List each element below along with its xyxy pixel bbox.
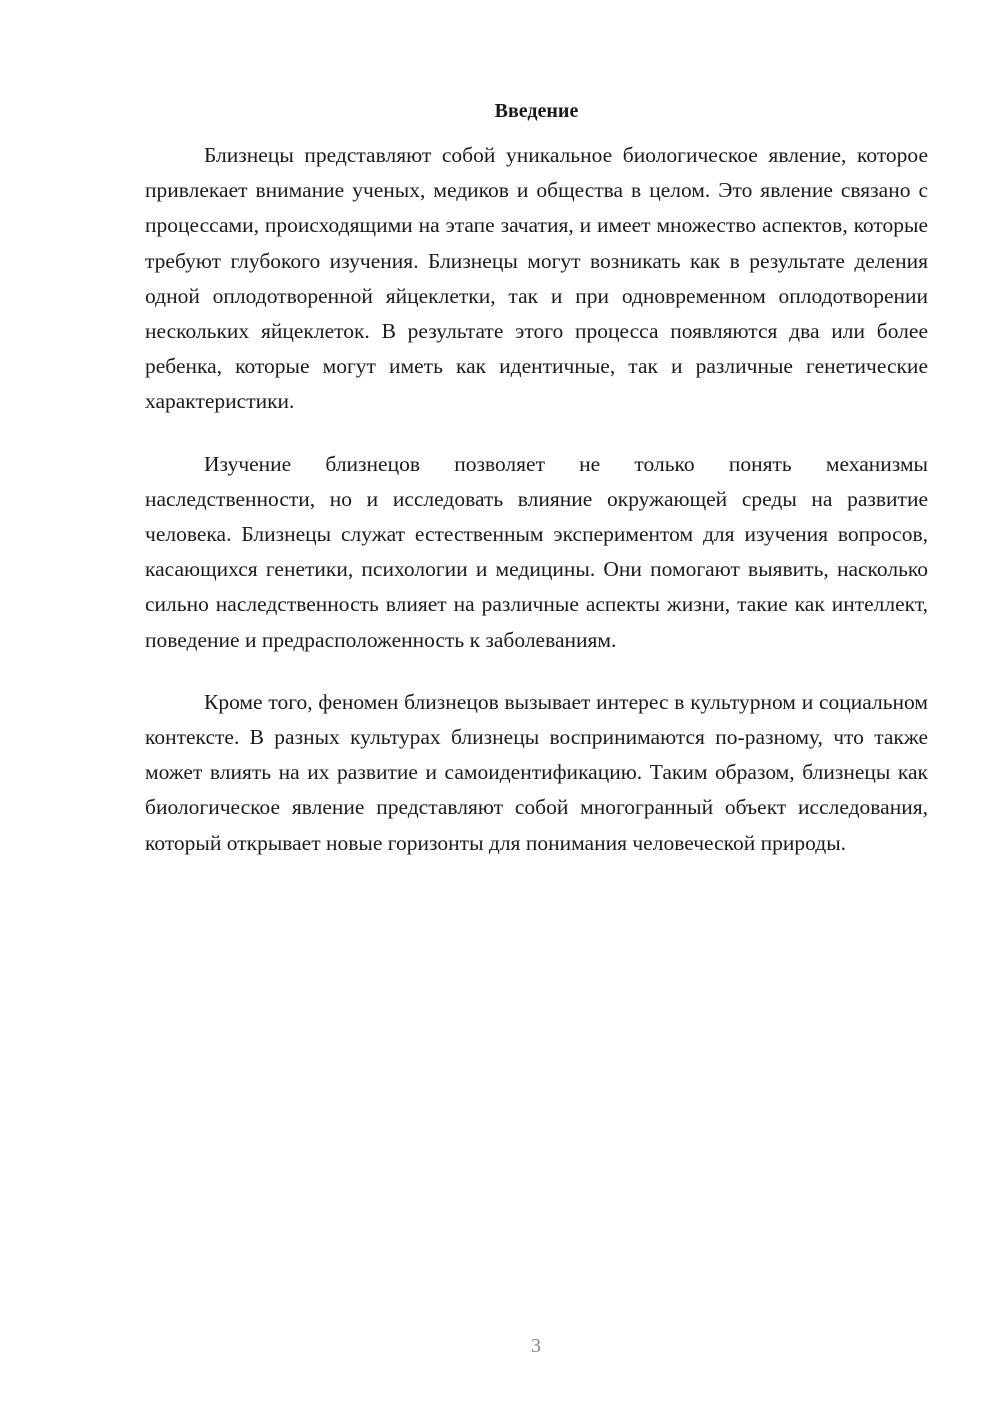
paragraph-1: Близнецы представляют собой уникальное биологическое явление, которое привлекает внимание ученых, медиков и общества в целом. Это явление связано с процессами, происходящими на этапе зачатия, и имеет множество аспектов, которые требуют глубокого изучения. Близнецы могут возникать как в результате деления одной оплодотворенной яйцеклетки, так и при одновременном оплодотворении нескольких яйцеклеток. В результате этого процесса появляются два или более ребенка, которые могут иметь как идентичные, так и различные генетические характеристики. (145, 143, 928, 414)
page-body (145, 96, 928, 861)
paragraph-2: Изучение близнецов позволяет не только понять механизмы наследственности, но и исследовать влияние окружающей среды на развитие человека. Близнецы служат естественным экспериментом для изучения вопросов, касающихся генетики, психологии и медицины. Они помогают выявить, насколько сильно наследственность влияет на различные аспекты жизни, такие как интеллект, поведение и предрасположенность к заболеваниям. (145, 451, 928, 652)
paragraph-3: Кроме того, феномен близнецов вызывает интерес в культурном и социальном контексте. В разных культурах близнецы воспринимаются по-разному, что также может влиять на их развитие и самоидентификацию. Таким образом, близнецы как биологическое явление представляют собой многогранный объект исследования, который открывает новые горизонты для понимания человеческой природы. (145, 689, 928, 855)
page-number: 3 (531, 1335, 541, 1357)
section-heading: Введение (494, 100, 579, 122)
